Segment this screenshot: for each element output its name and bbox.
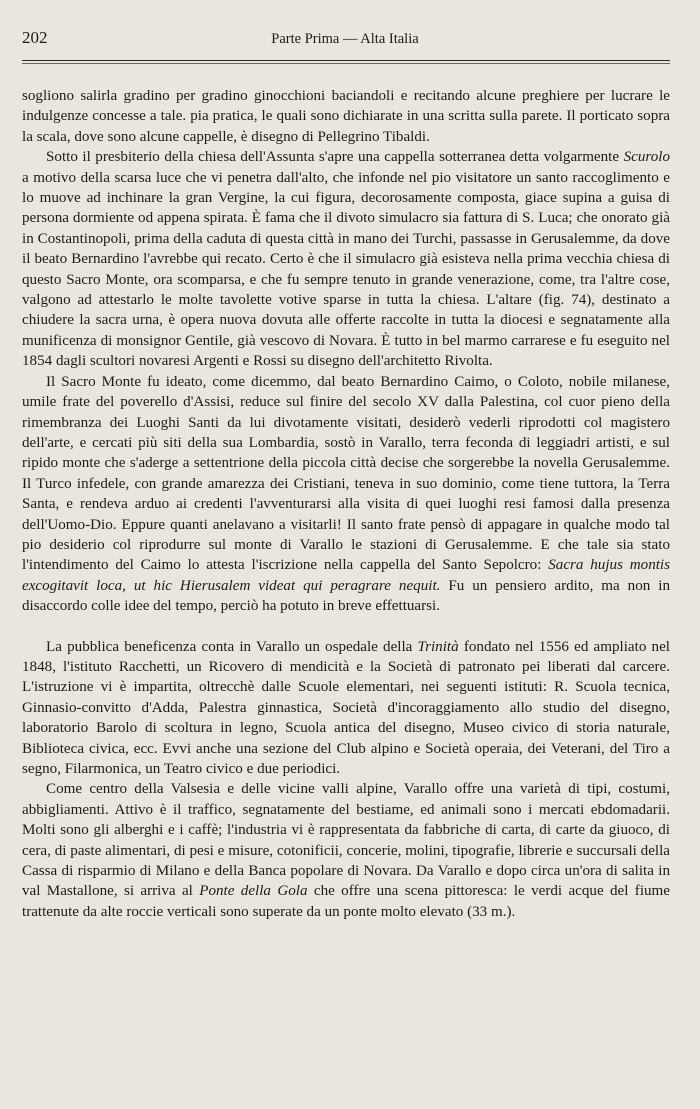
page-number: 202 [22,28,48,47]
text-run: sogliono salirla gradino per gradino ginocchioni baciandoli e recitando alcune preghiere per lucrare le indulgenze concesse a tale. pia pratica, le quali sono dichiarate in una scritta sulla parete. Il porticato sopra la scala, dove sono alcune cappelle, è disegno di Pellegrino Tibaldi. [22,88,670,145]
text-run: Il Sacro Monte fu ideato, come dicemmo, dal beato Bernardino Caimo, o Coloto, nobile milanese, umile frate del poverello d'Assisi, reduce sul finire del secolo XV dalla Palestina, col cuor pieno della rimembranza dei Luoghi Santi da lui divotamente visitati, desiderò vederli riprodotti col magistero dell'arte, e cercati più siti della sua Lombardia, sostò in Varallo, terra feconda di leggiadri artisti, e sul ripido monte che s'aderge a settentrione della piccola città decise che sorgerebbe la novella Gerusalemme. Il Turco infedele, con grande amarezza dei Cristiani, teneva in suo dominio, come tiene tuttora, la Terra Santa, e rendeva arduo ai credenti l'avventurarsi alla visita di quei luoghi resi famosi dalla presenza dell'Uomo-Dio. Eppure quanti anelavano a visitarli! Il santo frate pensò di appagare in qualche modo tal pio desiderio col riprodurre sul monte di Varallo le stazioni di Gerusalemme. E che tale sia stato l'intendimento del Caimo lo attesta l'iscrizione nella cappella del Santo Sepolcro: [22,373,670,574]
text-run: Come centro della Valsesia e delle vicine valli alpine, Varallo offre una varietà di tipi, costumi, abbigliamenti. Attivo è il traffico, segnatamente del bestiame, ed animali sono i mercati ebdomadarii. Molti sono gli alberghi e i caffè; l'industria vi è rappresentata da fabbriche di carta, di carte da giuoco, di cera, di paste alimentari, di pesi e misure, cotonificii, concerie, molini, tipografie, librerie e succursali della Cassa di risparmio di Milano e della Banca popolare di Novara. Da Varallo e dopo circa un'ora di salita in val Mastallone, si arriva al [22,781,670,900]
running-title: Parte Prima — Alta Italia [271,31,419,47]
paragraph [22,372,670,617]
header-rule [22,60,670,61]
italic-text: Trinità [417,638,459,655]
paragraph [22,147,670,371]
text-run: a motivo della scarsa luce che vi penetra dall'alto, che infonde nel pio visitatore un santo raccoglimento e lo muove ad inchinare la gran Vergine, la cui figura, decorosamente composta, giace supina a guisa di persona dormiente od appena spirata. È fama che il divoto simulacro sia fattura di S. Luca; che onorato già in Costantinopoli, prima della caduta di questa città in mano dei Turchi, passasse in Gerusalemme, da dove il beato Bernardino l'avrebbe qui recato. Certo è che il simulacro già esisteva nella prima vecchia chiesa di questo Sacro Monte, ora scomparsa, e che fu sempre tenuto in grande venerazione, come, tra l'altre cose, valgono ad attestarlo le molte tavolette votive sparse in tutta la chiesa. L'altare (fig. 74), destinato a chiudere la sacra urna, è opera nuova dovuta alle offerte raccolte in tutta la diocesi e segnatamente alla munificenza di monsignor Gentile, già vescovo di Novara. È tutto in bel marmo carrarese e fu eseguito nel 1854 dagli scultori novaresi Argenti e Rossi su disegno dell'architetto Rivolta. [22,169,670,370]
text-run: fondato nel 1556 ed ampliato nel 1848, l'istituto Racchetti, un Ricovero di mendicità e la Società di patronato pei liberati dal carcere. L'istruzione vi è impartita, oltrecchè dalle Scuole elementari, nei seguenti istituti: R. Scuola tecnica, Ginnasio-convitto d'Adda, Palestra ginnastica, Società d'incoraggiamento allo studio del disegno, laboratorio Barolo di scoltura in legno, Scuola antica del disegno, Museo civico di storia naturale, Biblioteca civica, ecc. Evvi anche una sezione del Club alpino e Società operaia, dei Veterani, del Tiro a segno, Filarmonica, un Teatro civico e due periodici. [22,638,670,777]
italic-text: Sacra hujus montis excogitavit loca, ut hic Hierusalem videat qui peragrare nequit. [22,557,670,594]
text-run: Fu un pensiero ardito, ma non in disaccordo colle idee del tempo, perciò ha potuto in breve effettuarsi. [22,577,670,615]
paragraph [22,86,670,147]
italic-text: Ponte della Gola [199,883,308,900]
body-text [22,86,670,922]
text-run: Sotto il presbiterio della chiesa dell'Assunta s'apre una cappella sotterranea detta volgarmente [46,149,624,166]
paragraph [22,637,670,780]
text-run: che offre una scena pittoresca: le verdi acque del fiume trattenute da alte roccie verticali sono superate da un ponte molto elevato (33 m.). [22,883,670,920]
italic-text: Scurolo [623,149,670,166]
paragraph [22,779,670,922]
text-run: La pubblica beneficenza conta in Varallo un ospedale della [46,638,418,655]
running-header [22,28,668,52]
